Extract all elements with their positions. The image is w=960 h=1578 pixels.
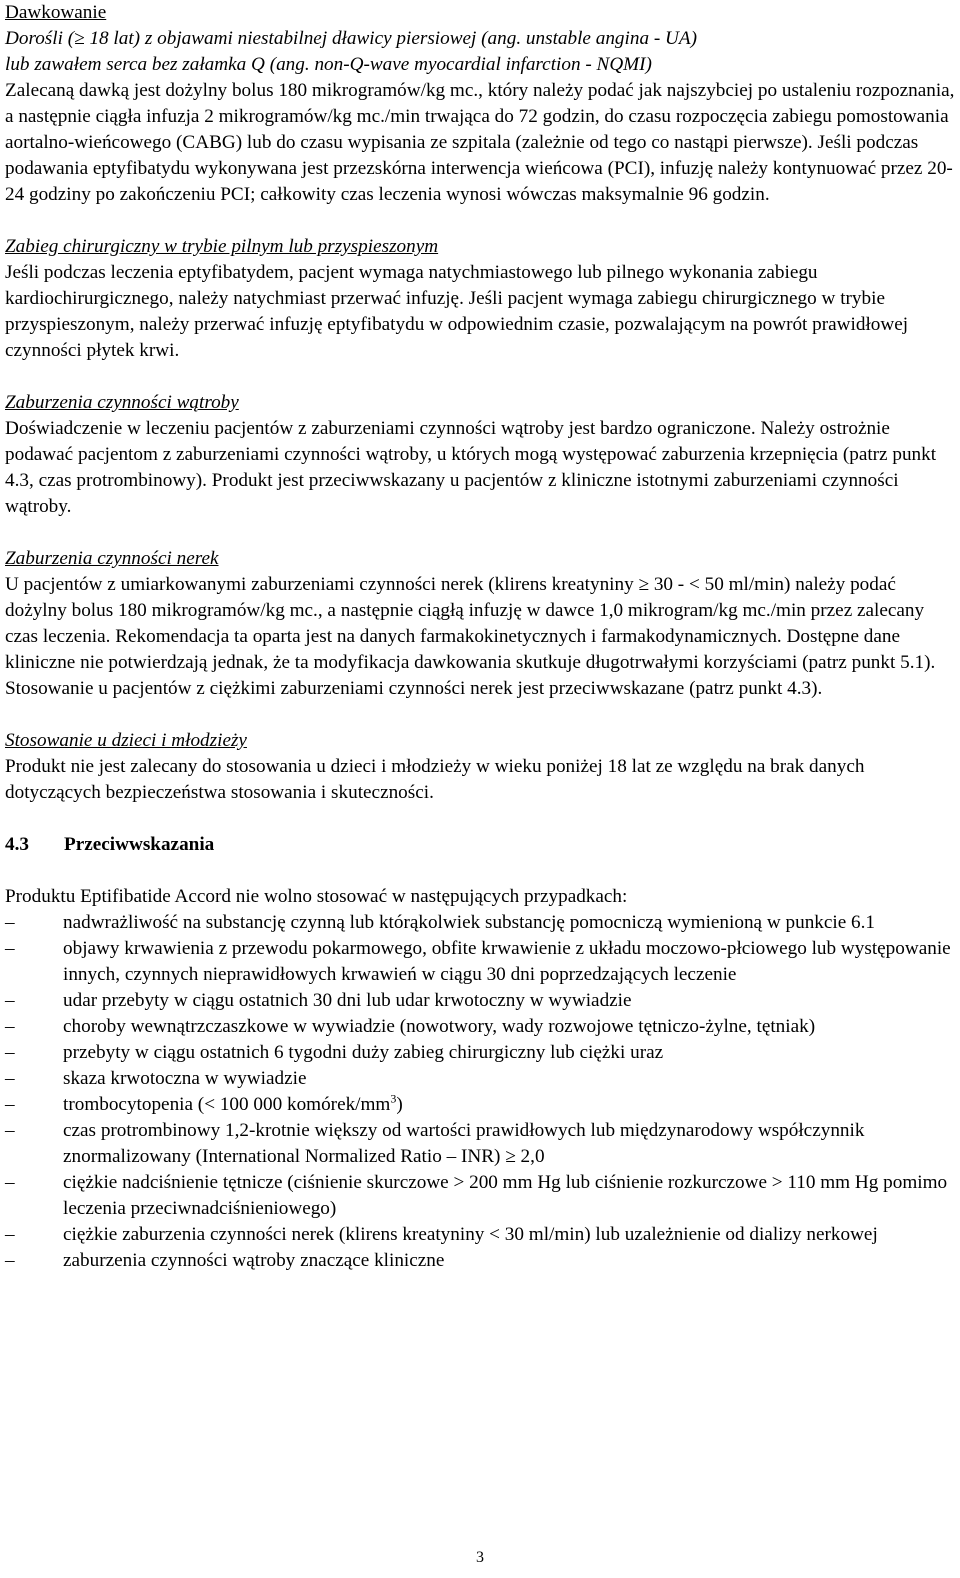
list-item — [5, 1014, 955, 1040]
dash-bullet: – — [5, 912, 15, 933]
adult-dosing-text: Zalecaną dawką jest dożylny bolus 180 mikrogramów/kg mc., który należy podać jak najszybciej po ustaleniu rozpoznania, a następnie ciągła infuzja 2 mikrogramów/kg mc./min trwająca do 72 godzin, do czasu rozpoczęcia zabiegu pomostowania aortalno-wieńcowego (CABG) lub do czasu wypisania ze szpitala (zależnie od tego co nastąpi pierwsze). Jeśli podczas podawania eptyfibatydu wykonywana jest przezskórna interwencja wieńcowa (PCI), infuzję należy kontynuować przez 20-24 godziny po zakończeniu PCI; całkowity czas leczenia wynosi wówczas maksymalnie 96 godzin. — [5, 80, 955, 205]
dash-bullet: – — [5, 1224, 15, 1245]
list-item — [5, 936, 955, 988]
adult-subheading-line1: Dorośli (≥ 18 lat) z objawami niestabilnej dławicy piersiowej (ang. unstable angina - UA) — [5, 28, 697, 49]
list-item-text: czas protrombinowy 1,2-krotnie większy od wartości prawidłowych lub międzynarodowy współczynnik znormalizowany (International Normalized Ratio – INR) ≥ 2,0 — [63, 1120, 865, 1167]
list-item — [5, 1248, 955, 1274]
list-item — [5, 1222, 955, 1248]
list-item-text: ciężkie nadciśnienie tętnicze (ciśnienie skurczowe > 200 mm Hg lub ciśnienie rozkurczowe > 110 mm Hg pomimo leczenia przeciwnadciśnieniowego) — [63, 1172, 948, 1219]
section-title-text: Przeciwwskazania — [64, 834, 215, 855]
list-item-text: choroby wewnątrzczaszkowe w wywiadzie (nowotwory, wady rozwojowe tętniczo-żylne, tętniak) — [63, 1016, 816, 1037]
kidney-subheading: Zaburzenia czynności nerek — [5, 548, 219, 569]
liver-text: Doświadczenie w leczeniu pacjentów z zaburzeniami czynności wątroby jest bardzo ograniczone. Należy ostrożnie podawać pacjentom z zaburzeniami czynności wątroby, u których mogą występować zaburzenia krzepnięcia (patrz punkt 4.3, czas protrombinowy). Produkt jest przeciwwskazany u pacjentów z kliniczne istotnymi zaburzeniami czynności wątroby. — [5, 418, 937, 517]
kidney-text: U pacjentów z umiarkowanymi zaburzeniami czynności nerek (klirens kreatyniny ≥ 30 - < 50 ml/min) należy podać dożylny bolus 180 mikrogramów/kg mc., a następnie ciągłą infuzję w dawce 1,0 mikrogram/kg mc./min przez zalecany czas leczenia. Rekomendacja ta oparta jest na danych farmakokinetycznych i farmakodynamicznych. Dostępne dane kliniczne nie potwierdzają jednak, że ta modyfikacja dawkowania skutkuje długotrwałymi korzyściami (patrz punkt 5.1). Stosowanie u pacjentów z ciężkimi zaburzeniami czynności nerek jest przeciwwskazane (patrz punkt 4.3). — [5, 574, 936, 699]
list-item — [5, 1118, 955, 1170]
dash-bullet: – — [5, 1120, 15, 1141]
children-text: Produkt nie jest zalecany do stosowania u dzieci i młodzieży w wieku poniżej 18 lat ze względu na brak danych dotyczących bezpieczeństwa stosowania i skuteczności. — [5, 756, 865, 803]
surgery-text: Jeśli podczas leczenia eptyfibatydem, pacjent wymaga natychmiastowego lub pilnego wykonania zabiegu kardiochirurgicznego, należy natychmiast przerwać infuzję. Jeśli pacjent wymaga zabiegu chirurgicznego w trybie przyspieszonym, należy przerwać infuzję eptyfibatydu w odpowiednim czasie, pozwalającym na powrót prawidłowej czynności płytek krwi. — [5, 262, 909, 361]
dosing-heading: Dawkowanie — [5, 2, 107, 23]
superscript: 3 — [390, 1091, 397, 1106]
list-item — [5, 1170, 955, 1222]
list-item-text: przebyty w ciągu ostatnich 6 tygodni duży zabieg chirurgiczny lub ciężki uraz — [63, 1042, 664, 1063]
list-item — [5, 988, 955, 1014]
list-item — [5, 1040, 955, 1066]
surgery-subheading: Zabieg chirurgiczny w trybie pilnym lub przyspieszonym — [5, 236, 439, 257]
list-item-text: trombocytopenia (< 100 000 komórek/mm — [63, 1094, 391, 1115]
list-item-text: zaburzenia czynności wątroby znaczące kliniczne — [63, 1250, 445, 1271]
section-title — [5, 832, 955, 858]
list-item — [5, 1092, 955, 1118]
list-item-text: ) — [396, 1094, 403, 1115]
list-item-text: ciężkie zaburzenia czynności nerek (klirens kreatyniny < 30 ml/min) lub uzależnienie od dializy nerkowej — [63, 1224, 878, 1245]
dash-bullet: – — [5, 990, 15, 1011]
page-number: 3 — [476, 1549, 484, 1566]
children-subheading: Stosowanie u dzieci i młodzieży — [5, 730, 247, 751]
contraindications-intro: Produktu Eptifibatide Accord nie wolno stosować w następujących przypadkach: — [5, 886, 628, 907]
list-item-text: nadwrażliwość na substancję czynną lub którąkolwiek substancję pomocniczą wymienioną w punkcie 6.1 — [63, 912, 876, 933]
contraindications-list — [5, 910, 955, 1274]
list-item-text: objawy krwawienia z przewodu pokarmowego, obfite krwawienie z układu moczowo-płciowego lub występowanie innych, czynnych nieprawidłowych krwawień w ciągu 30 dni poprzedzających leczenie — [63, 938, 951, 985]
dash-bullet: – — [5, 1068, 15, 1089]
list-item — [5, 1066, 955, 1092]
list-item-text: skaza krwotoczna w wywiadzie — [63, 1068, 307, 1089]
dash-bullet: – — [5, 1094, 15, 1115]
list-item — [5, 910, 955, 936]
liver-subheading: Zaburzenia czynności wątroby — [5, 392, 239, 413]
dash-bullet: – — [5, 1016, 15, 1037]
adult-subheading-line2: lub zawałem serca bez załamka Q (ang. non-Q-wave myocardial infarction - NQMI) — [5, 54, 652, 75]
dash-bullet: – — [5, 1042, 15, 1063]
section-number: 4.3 — [5, 834, 29, 855]
dash-bullet: – — [5, 1250, 15, 1271]
document-page — [5, 0, 955, 1274]
list-item-text: udar przebyty w ciągu ostatnich 30 dni lub udar krwotoczny w wywiadzie — [63, 990, 632, 1011]
dash-bullet: – — [5, 1172, 15, 1193]
dash-bullet: – — [5, 938, 15, 959]
